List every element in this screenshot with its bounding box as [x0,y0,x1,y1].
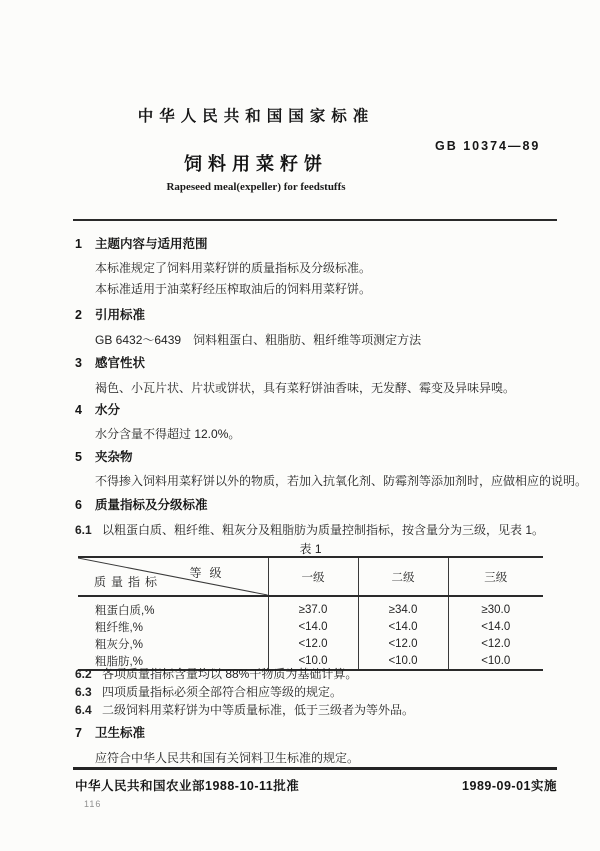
clause-6-1 [75,523,557,538]
section-7-number: 7 [75,726,82,740]
value-cell: <14.0 [358,618,448,635]
section-4-number: 4 [75,403,82,417]
table-corner-cell [78,557,268,596]
clause-6-3-number: 6.3 [75,685,92,699]
footer-divider [73,767,557,770]
corner-label-grade: 等级 [189,566,230,580]
page-number: 116 [84,799,102,809]
table-row-crude-protein [78,596,543,618]
header-divider [73,219,557,221]
value-cell: <12.0 [358,635,448,652]
section-2-number: 2 [75,308,82,322]
clause-6-1-number: 6.1 [75,523,92,537]
clause-6-4 [75,703,557,718]
value-cell: ≥34.0 [358,596,448,618]
clause-6-1-text: 以粗蛋白质、粗纤维、粗灰分及粗脂肪为质量控制指标，按含量分为三级，见表 1。 [102,523,545,537]
row-label: 粗纤维,% [95,621,143,634]
value-cell: <14.0 [268,618,358,635]
value-cell: ≥37.0 [268,596,358,618]
corner-label-indicator: 质量指标 [94,575,163,589]
clause-6-3 [75,685,557,700]
section-3-number: 3 [75,356,82,370]
section-1-heading [75,237,557,251]
document-title-english: Rapeseed meal(expeller) for feedstuffs [166,181,346,193]
section-6-title: 质量指标及分级标准 [95,498,208,512]
clause-6-4-text: 二级饲料用菜籽饼为中等质量标准，低于三级者为等外品。 [102,703,415,717]
section-2-heading [75,308,557,322]
section-6-number: 6 [75,498,82,512]
standard-number: GB 10374—89 [435,139,541,153]
section-2-title: 引用标准 [95,308,146,322]
value-cell: <10.0 [268,652,358,670]
standard-org-title: 中华人民共和国国家标准 [137,108,375,125]
section-1-paragraph-1: 本标准规定了饲料用菜籽饼的质量指标及分级标准。 [95,261,372,275]
table-row-crude-ash [78,635,543,652]
footer [75,776,557,794]
value-cell: <10.0 [448,652,543,670]
column-header-grade-1: 一级 [268,557,358,596]
section-6-heading [75,498,557,512]
approval-note: 中华人民共和国农业部1988-10-11批准 [75,779,300,793]
section-1-number: 1 [75,237,82,251]
row-label: 粗灰分,% [95,638,143,651]
clause-6-3-text: 四项质量指标必须全部符合相应等级的规定。 [102,685,343,699]
clause-6-2-number: 6.2 [75,667,92,681]
value-cell: <14.0 [448,618,543,635]
clause-6-2 [75,667,557,682]
document-title: 饲料用菜籽饼 [184,154,328,174]
section-5-paragraph: 不得掺入饲料用菜籽饼以外的物质，若加入抗氧化剂、防霉剂等添加剂时，应做相应的说明。 [95,474,588,488]
section-7-heading [75,726,557,740]
column-header-grade-2: 二级 [358,557,448,596]
section-3-title: 感官性状 [95,356,146,370]
table-header-row [78,557,543,596]
quality-grade-table [78,556,543,671]
table-row-crude-fiber [78,618,543,635]
table-1-caption: 表 1 [299,542,322,556]
row-label: 粗脂肪,% [95,655,143,668]
section-5-number: 5 [75,450,82,464]
value-cell: <12.0 [448,635,543,652]
section-1-title: 主题内容与适用范围 [95,237,208,251]
clause-6-4-number: 6.4 [75,703,92,717]
clause-6-2-text: 各项质量指标含量均以 88%干物质为基础计算。 [102,667,358,681]
section-3-paragraph: 褐色、小瓦片状、片状或饼状，具有菜籽饼油香味，无发酵、霉变及异味异嗅。 [95,381,516,395]
section-7-paragraph: 应符合中华人民共和国有关饲料卫生标准的规定。 [95,751,360,765]
section-4-paragraph: 水分含量不得超过 12.0%。 [95,427,241,441]
section-5-title: 夹杂物 [95,450,133,464]
value-cell: <10.0 [358,652,448,670]
section-5-heading [75,450,557,464]
value-cell: ≥30.0 [448,596,543,618]
implementation-date: 1989-09-01实施 [462,779,557,793]
column-header-grade-3: 三级 [448,557,543,596]
row-label: 粗蛋白质,% [95,604,155,617]
section-3-heading [75,356,557,370]
value-cell: <12.0 [268,635,358,652]
section-1-paragraph-2: 本标准适用于油菜籽经压榨取油后的饲料用菜籽饼。 [95,282,372,296]
section-7-title: 卫生标准 [95,726,146,740]
section-4-heading [75,403,557,417]
section-2-reference: GB 6432～6439 饲料粗蛋白、粗脂肪、粗纤维等项测定方法 [95,333,422,347]
section-4-title: 水分 [95,403,121,417]
